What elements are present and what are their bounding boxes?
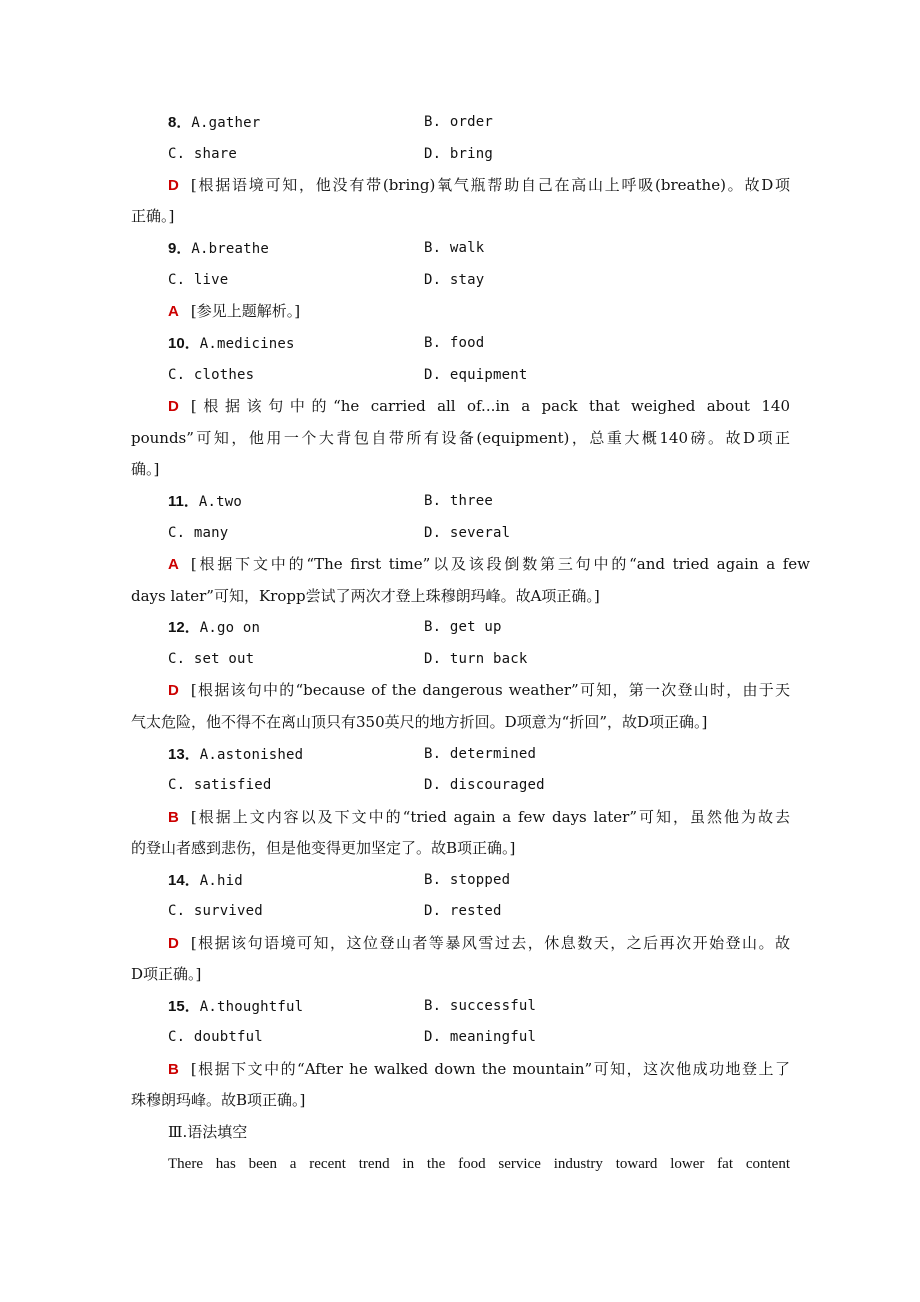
option-a: A.hid xyxy=(199,873,243,889)
question-10-options-row-2 xyxy=(0,361,920,389)
section-heading: Ⅲ.语法填空 xyxy=(168,1123,248,1141)
option-c: C. share xyxy=(168,146,238,162)
answer-letter: D xyxy=(168,398,179,415)
question-10-options-row-1: 10．A.medicines B. food xyxy=(0,329,920,357)
question-8-answer xyxy=(0,171,920,199)
question-14-options-row-2 xyxy=(0,897,920,925)
question-number: 13 xyxy=(168,746,185,763)
option-d: D. bring xyxy=(424,146,494,162)
option-d: D. turn back xyxy=(424,651,528,667)
explanation-text: [根据下文中的“After he walked down the mountain”可知，这次他成功地登上了 xyxy=(190,1060,790,1078)
option-a: A.breathe xyxy=(191,241,270,257)
explanation-text: [根据该句中的“he carried all of...in a pack that weighed about 140 xyxy=(190,397,790,415)
question-11-answer-cont xyxy=(0,582,920,610)
question-number: 14 xyxy=(168,872,185,889)
option-b: B. order xyxy=(424,114,494,130)
question-15-answer-cont xyxy=(0,1086,920,1114)
answer-letter: D xyxy=(168,177,179,194)
answer-letter: B xyxy=(168,1061,179,1078)
explanation-text: 正确。] xyxy=(131,207,175,225)
explanation-text: [根据该句语境可知，这位登山者等暴风雪过去，休息数天，之后再次开始登山。故 xyxy=(190,934,790,952)
passage-first-line: There has been a recent trend in the food service industry toward lower fat content xyxy=(168,1156,790,1172)
question-9-answer xyxy=(0,297,920,325)
answer-letter: B xyxy=(168,809,179,826)
question-15-answer xyxy=(0,1055,920,1083)
explanation-text: [参见上题解析。] xyxy=(190,302,301,320)
question-15-options-row-2 xyxy=(0,1023,920,1051)
option-d: D. rested xyxy=(424,903,502,919)
question-14-options-row-1: 14．A.hid B. stopped xyxy=(0,866,920,894)
option-d: D. meaningful xyxy=(424,1029,537,1045)
option-c: C. set out xyxy=(168,651,255,667)
question-8-options-row-2 xyxy=(0,140,920,168)
answer-letter: D xyxy=(168,682,179,699)
explanation-text: [根据该句中的“because of the dangerous weather”可知，第一次登山时，由于天 xyxy=(190,681,790,699)
question-8-answer-cont xyxy=(0,202,920,230)
option-c: C. survived xyxy=(168,903,263,919)
option-b: B. get up xyxy=(424,619,502,635)
explanation-text: 气太危险，他不得不在离山顶只有350英尺的地方折回。D项意为“折回”，故D项正确。] xyxy=(131,713,708,731)
explanation-text: [根据上文内容以及下文中的“tried again a few days later”可知，虽然他为故去 xyxy=(190,808,790,826)
option-c: C. clothes xyxy=(168,367,255,383)
question-number: 15 xyxy=(168,998,185,1015)
option-b: B. three xyxy=(424,493,494,509)
question-13-answer-cont xyxy=(0,834,920,862)
question-15-options-row-1: 15．A.thoughtful B. successful xyxy=(0,992,920,1020)
question-9-options-row-1: 9．A.breathe B. walk xyxy=(0,234,920,262)
option-b: B. walk xyxy=(424,240,485,256)
explanation-text: pounds”可知，他用一个大背包自带所有设备(equipment)，总重大概140磅。故D项正 xyxy=(131,429,790,447)
answer-letter: D xyxy=(168,935,179,952)
option-c: C. doubtful xyxy=(168,1029,263,1045)
option-a: A.astonished xyxy=(199,747,304,763)
question-number: 12 xyxy=(168,619,185,636)
explanation-text: 的登山者感到悲伤，但是他变得更加坚定了。故B项正确。] xyxy=(131,839,516,857)
question-12-options-row-2 xyxy=(0,645,920,673)
explanation-text: D项正确。] xyxy=(131,965,202,983)
option-d: D. discouraged xyxy=(424,777,545,793)
passage-row xyxy=(0,1150,920,1178)
option-d: D. several xyxy=(424,525,511,541)
answer-letter: A xyxy=(168,556,179,573)
question-13-answer xyxy=(0,803,920,831)
question-10-answer-cont-2 xyxy=(0,455,920,483)
question-13-options-row-2 xyxy=(0,771,920,799)
option-a: A.two xyxy=(198,494,243,510)
question-13-options-row-1: 13．A.astonished B. determined xyxy=(0,740,920,768)
option-c: C. many xyxy=(168,525,229,541)
option-d: D. equipment xyxy=(424,367,528,383)
option-a: A.gather xyxy=(191,115,261,131)
option-b: B. successful xyxy=(424,998,537,1014)
option-b: B. determined xyxy=(424,746,537,762)
question-10-answer-cont xyxy=(0,424,920,452)
question-12-answer-cont xyxy=(0,708,920,736)
question-10-answer xyxy=(0,392,920,420)
option-c: C. live xyxy=(168,272,229,288)
explanation-text: 确。] xyxy=(131,460,160,478)
question-11-options-row-1: 11．A.two B. three xyxy=(0,487,920,515)
option-a: A.medicines xyxy=(199,336,295,352)
option-a: A.go on xyxy=(199,620,261,636)
question-number: 9 xyxy=(168,240,177,257)
option-b: B. stopped xyxy=(424,872,511,888)
question-14-answer xyxy=(0,929,920,957)
option-b: B. food xyxy=(424,335,485,351)
question-11-answer xyxy=(0,550,920,578)
explanation-text: days later”可知，Kropp尝试了两次才登上珠穆朗玛峰。故A项正确。] xyxy=(131,587,600,605)
question-12-options-row-1: 12．A.go on B. get up xyxy=(0,613,920,641)
question-number: 11 xyxy=(168,493,184,510)
explanation-text: 珠穆朗玛峰。故B项正确。] xyxy=(131,1091,306,1109)
question-12-answer xyxy=(0,676,920,704)
question-number: 8 xyxy=(168,114,177,131)
section-heading-row xyxy=(0,1118,920,1146)
option-d: D. stay xyxy=(424,272,485,288)
question-11-options-row-2 xyxy=(0,519,920,547)
option-a: A.thoughtful xyxy=(199,999,304,1015)
option-c: C. satisfied xyxy=(168,777,272,793)
question-9-options-row-2 xyxy=(0,266,920,294)
explanation-text: [根据下文中的“The first time”以及该段倒数第三句中的“and tried again a few xyxy=(190,555,810,573)
question-8-options-row-1: 8．A.gather B. order xyxy=(0,108,920,136)
question-number: 10 xyxy=(168,335,185,352)
explanation-text: [根据语境可知，他没有带(bring)氧气瓶帮助自己在高山上呼吸(breathe)。故D项 xyxy=(190,176,790,194)
question-14-answer-cont xyxy=(0,960,920,988)
answer-letter: A xyxy=(168,303,179,320)
